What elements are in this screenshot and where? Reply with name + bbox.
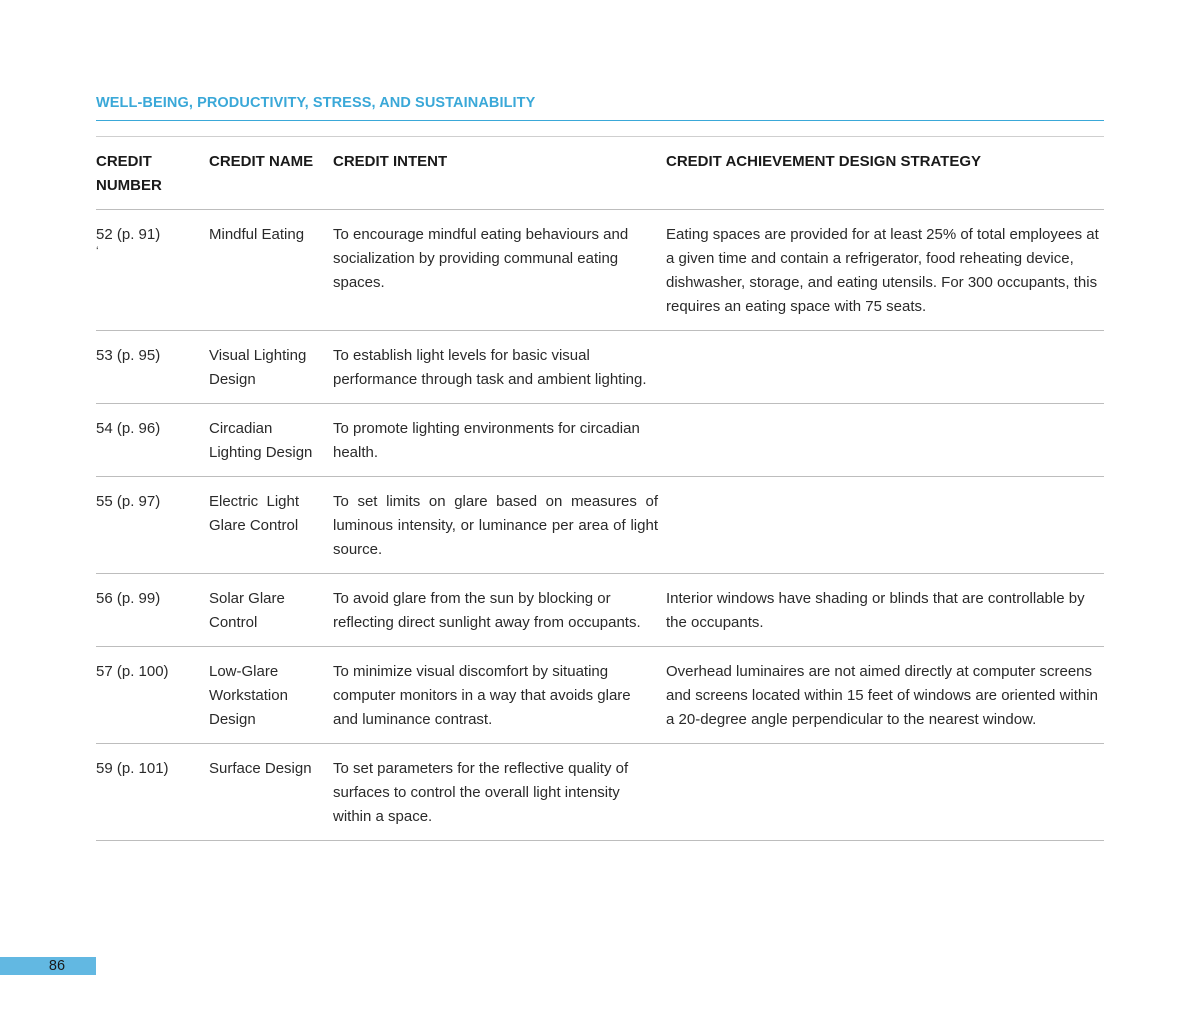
- credit-number: 52 (p. 91): [96, 226, 161, 243]
- design-strategy: Eating spaces are provided for at least 25% of total employees at a given time and contain a refrigerator, food reheating device, dishwasher, storage, and eating utensils. For 300 occupants, this requires an eating space with 75 seats.: [666, 210, 1104, 331]
- design-strategy: [666, 331, 1104, 404]
- credit-intent: To set limits on glare based on measures of luminous intensity, or luminance per area of light source.: [333, 477, 666, 574]
- credit-number: 53 (p. 95): [96, 331, 209, 404]
- credit-number: 56 (p. 99): [96, 574, 209, 647]
- credit-name: Electric Light Glare Control: [209, 477, 333, 574]
- credit-number: 59 (p. 101): [96, 744, 209, 841]
- credit-number: 55 (p. 97): [96, 477, 209, 574]
- design-strategy: [666, 477, 1104, 574]
- title-divider: [96, 120, 1104, 121]
- credit-intent: To set parameters for the reflective quality of surfaces to control the overall light intensity within a space.: [333, 744, 666, 841]
- table-row: [96, 574, 1104, 647]
- credit-intent: To promote lighting environments for circadian health.: [333, 404, 666, 477]
- stray-mark: ‘: [96, 244, 99, 258]
- credit-intent: To establish light levels for basic visual performance through task and ambient lighting.: [333, 331, 666, 404]
- credit-intent: To minimize visual discomfort by situating computer monitors in a way that avoids glare and luminance contrast.: [333, 647, 666, 744]
- header-credit-number: CREDIT NUMBER: [96, 137, 209, 210]
- table-row: [96, 744, 1104, 841]
- table-row: [96, 477, 1104, 574]
- credit-intent: To encourage mindful eating behaviours and socialization by providing communal eating spaces.: [333, 210, 666, 331]
- header-credit-name: CREDIT NAME: [209, 137, 333, 210]
- page-number: 86: [48, 958, 66, 974]
- credit-name: Circadian Lighting Design: [209, 404, 333, 477]
- header-design-strategy: CREDIT ACHIEVEMENT DESIGN STRATEGY: [666, 137, 1104, 210]
- credit-name: Surface Design: [209, 744, 333, 841]
- credit-intent: To avoid glare from the sun by blocking or reflecting direct sunlight away from occupants.: [333, 574, 666, 647]
- design-strategy: [666, 404, 1104, 477]
- credit-name: Low-Glare Workstation Design: [209, 647, 333, 744]
- table-row: [96, 331, 1104, 404]
- table-header-row: [96, 137, 1104, 210]
- credit-name: Visual Lighting Design: [209, 331, 333, 404]
- credit-number: 57 (p. 100): [96, 647, 209, 744]
- header-credit-intent: CREDIT INTENT: [333, 137, 666, 210]
- design-strategy: [666, 744, 1104, 841]
- table-row: [96, 210, 1104, 331]
- design-strategy: Interior windows have shading or blinds that are controllable by the occupants.: [666, 574, 1104, 647]
- design-strategy: Overhead luminaires are not aimed directly at computer screens and screens located within 15 feet of windows are oriented within a 20-degree angle perpendicular to the nearest window.: [666, 647, 1104, 744]
- credit-number-cell: [96, 210, 209, 331]
- table-row: [96, 647, 1104, 744]
- credit-number: 54 (p. 96): [96, 404, 209, 477]
- credit-name: Solar Glare Control: [209, 574, 333, 647]
- credit-name: Mindful Eating: [209, 210, 333, 331]
- credits-table: [96, 136, 1104, 841]
- section-title: WELL-BEING, PRODUCTIVITY, STRESS, AND SUSTAINABILITY: [96, 95, 536, 111]
- table-row: [96, 404, 1104, 477]
